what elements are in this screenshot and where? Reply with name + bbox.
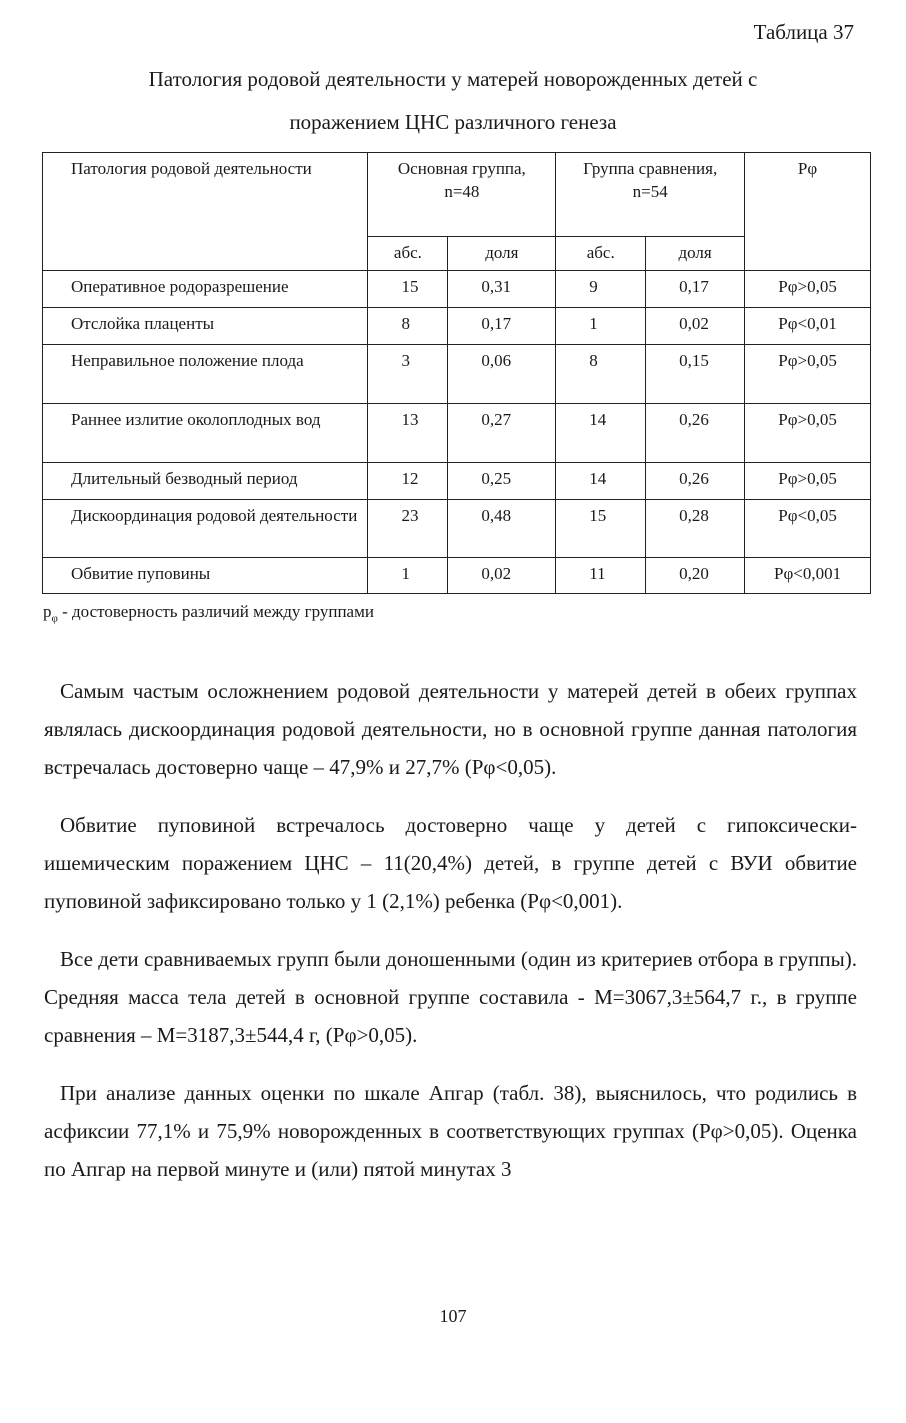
rphi-cell: Рφ<0,01 (745, 308, 871, 345)
table-row (43, 463, 871, 500)
footnote-symbol: р (43, 602, 52, 621)
comp-abs-cell: 11 (556, 558, 646, 594)
title-line-1: Патология родовой деятельности у матерей новорожденных детей с (148, 67, 758, 91)
main-abs-cell: 15 (368, 271, 448, 308)
comp-abs-cell: 9 (556, 271, 646, 308)
table-row (43, 404, 871, 463)
main-share-cell: 0,27 (448, 404, 556, 463)
paragraph: Все дети сравниваемых групп были доношенными (один из критериев отбора в группы). Средняя масса тела детей в основной группе составила - М=3067,3±564,7 г., в группе сравнения – М=3187,3±544,4 г, (Рφ>0,05). (44, 947, 857, 1047)
rphi-cell: Рφ>0,05 (745, 463, 871, 500)
header-comp-abs: абс. (556, 237, 646, 271)
rphi-cell: Рφ<0,05 (745, 500, 871, 558)
footnote (43, 602, 374, 624)
paragraph: Самым частым осложнением родовой деятельности у матерей детей в обеих группах являлась дискоординация родовой деятельности, но в основной группе данная патология встречалась достоверно чаще – 47,9% и 27,7% (Рφ<0,05). (44, 679, 857, 779)
main-abs-cell: 13 (368, 404, 448, 463)
main-abs-cell: 8 (368, 308, 448, 345)
header-pathology: Патология родовой деятельности (43, 153, 368, 271)
body-text (44, 672, 857, 1208)
comp-share-cell: 0,28 (646, 500, 745, 558)
title-line-2: поражением ЦНС различного генеза (289, 110, 617, 134)
rphi-cell: Рφ<0,001 (745, 558, 871, 594)
row-name-cell: Обвитие пуповины (43, 558, 368, 594)
header-main-abs: абс. (368, 237, 448, 271)
comp-abs-cell: 14 (556, 463, 646, 500)
main-share-cell: 0,17 (448, 308, 556, 345)
comp-share-cell: 0,26 (646, 463, 745, 500)
row-name-cell: Неправильное положение плода (43, 345, 368, 404)
table-row (43, 558, 871, 594)
table-row (43, 271, 871, 308)
header-comp-share: доля (646, 237, 745, 271)
header-rphi: Рφ (745, 153, 871, 271)
pathology-table (42, 152, 871, 594)
main-abs-cell: 1 (368, 558, 448, 594)
main-share-cell: 0,02 (448, 558, 556, 594)
comp-share-cell: 0,15 (646, 345, 745, 404)
comp-abs-cell: 8 (556, 345, 646, 404)
main-share-cell: 0,06 (448, 345, 556, 404)
footnote-text: - достоверность различий между группами (57, 602, 374, 621)
header-comparison-group: Группа сравнения, n=54 (556, 153, 745, 237)
row-name-cell: Длительный безводный период (43, 463, 368, 500)
page-number: 107 (439, 1306, 467, 1326)
row-name-cell: Отслойка плаценты (43, 308, 368, 345)
row-name-cell: Оперативное родоразрешение (43, 271, 368, 308)
rphi-cell: Рφ>0,05 (745, 271, 871, 308)
comp-share-cell: 0,20 (646, 558, 745, 594)
table-row (43, 308, 871, 345)
footnote-subscript: φ (51, 612, 58, 625)
main-share-cell: 0,31 (448, 271, 556, 308)
paragraph: Обвитие пуповиной встречалось достоверно чаще у детей с гипоксически-ишемическим поражением ЦНС – 11(20,4%) детей, в группе детей с ВУИ обвитие пуповиной зафиксировано только у 1 (2,1%) ребенка (Рφ<0,001). (44, 813, 857, 913)
comp-share-cell: 0,17 (646, 271, 745, 308)
table-label: Таблица 37 (753, 20, 854, 44)
rphi-cell: Рφ>0,05 (745, 404, 871, 463)
table-title (60, 58, 846, 144)
comp-abs-cell: 15 (556, 500, 646, 558)
paragraph: При анализе данных оценки по шкале Апгар (табл. 38), выяснилось, что родились в асфиксии 77,1% и 75,9% новорожденных в соответствующих группах (Рφ>0,05). Оценка по Апгар на первой минуте и (или) пятой минутах 3 (44, 1081, 857, 1181)
comp-share-cell: 0,02 (646, 308, 745, 345)
table-row (43, 345, 871, 404)
table-row (43, 500, 871, 558)
comp-abs-cell: 14 (556, 404, 646, 463)
header-main-group: Основная группа, n=48 (368, 153, 556, 237)
main-share-cell: 0,48 (448, 500, 556, 558)
main-abs-cell: 23 (368, 500, 448, 558)
main-abs-cell: 12 (368, 463, 448, 500)
header-main-share: доля (448, 237, 556, 271)
row-name-cell: Раннее излитие околоплодных вод (43, 404, 368, 463)
row-name-cell: Дискоординация родовой деятельности (43, 500, 368, 558)
comp-share-cell: 0,26 (646, 404, 745, 463)
main-abs-cell: 3 (368, 345, 448, 404)
rphi-cell: Рφ>0,05 (745, 345, 871, 404)
comp-abs-cell: 1 (556, 308, 646, 345)
main-share-cell: 0,25 (448, 463, 556, 500)
